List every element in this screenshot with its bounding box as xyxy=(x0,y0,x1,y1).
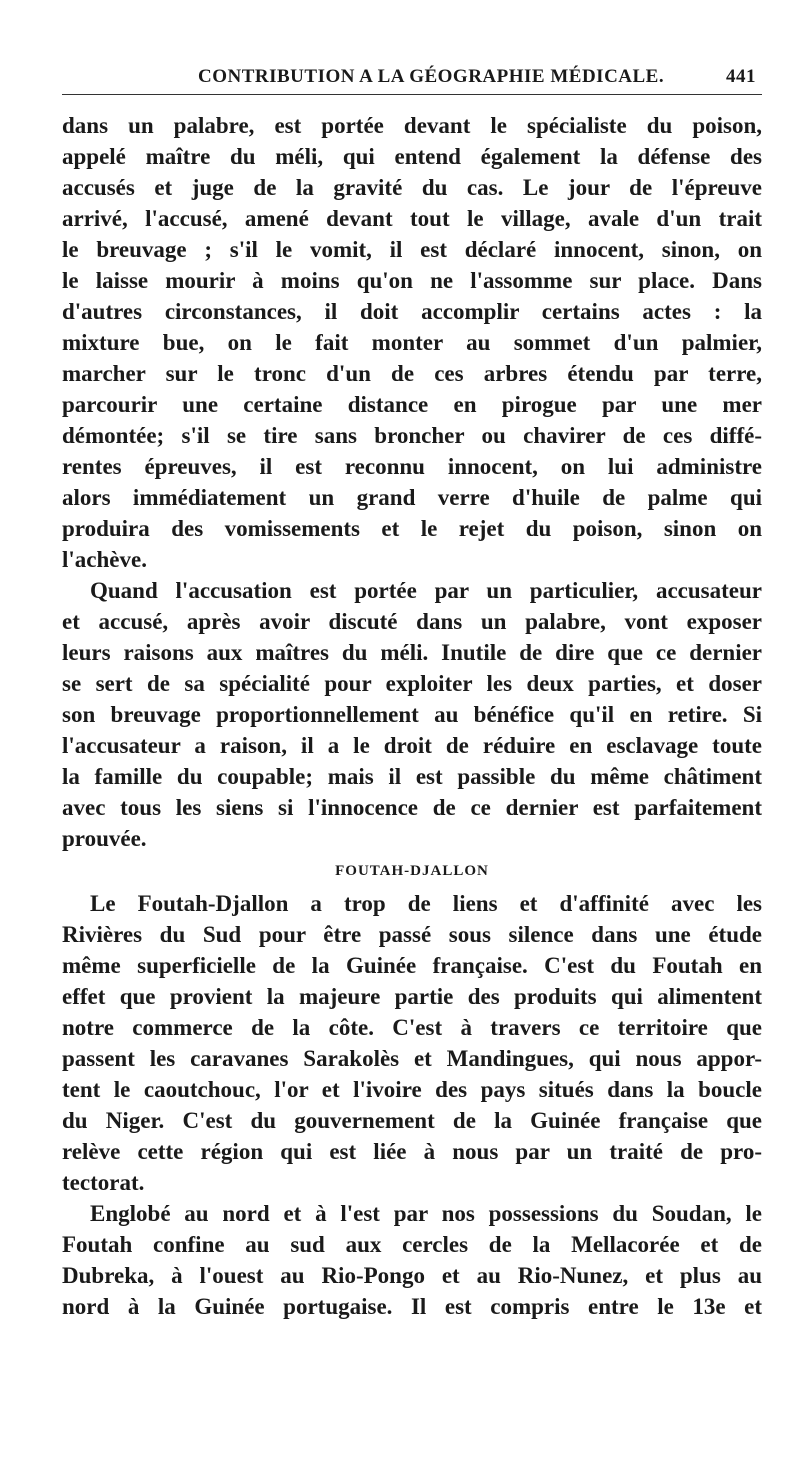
text-line: passent les caravanes Sarakolès et Mandingues, qui nous appor- xyxy=(62,1046,762,1071)
text-line: son breuvage proportionnellement au bénéfice qu'il en retire. Si xyxy=(62,702,762,727)
text-line: Dubreka, à l'ouest au Rio-Pongo et au Rio-Nunez, et plus au xyxy=(62,1263,762,1288)
text-line: mixture bue, on le fait monter au sommet d'un palmier, xyxy=(62,330,762,355)
text-line: accusés et juge de la gravité du cas. Le jour de l'épreuve xyxy=(62,175,762,200)
text-line: nord à la Guinée portugaise. Il est compris entre le 13e et xyxy=(62,1294,762,1319)
text-line: dans un palabre, est portée devant le spécialiste du poison, xyxy=(62,113,762,138)
page-number: 441 xyxy=(726,66,756,87)
text-line: avec tous les siens si l'innocence de ce dernier est parfaitement xyxy=(62,795,762,820)
running-title: CONTRIBUTION A LA GÉOGRAPHIE MÉDICALE. xyxy=(198,66,665,87)
text-line: démontée; s'il se tire sans broncher ou chavirer de ces diffé- xyxy=(62,423,762,448)
text-line: notre commerce de la côte. C'est à travers ce territoire que xyxy=(62,1015,762,1040)
text-line: alors immédiatement un grand verre d'huile de palme qui xyxy=(62,485,762,510)
book-page xyxy=(62,60,762,1322)
body-text xyxy=(62,110,762,1322)
section-heading: FOUTAH-DJALLON xyxy=(335,863,489,879)
text-line: marcher sur le tronc d'un de ces arbres étendu par terre, xyxy=(62,361,762,386)
text-line: effet que provient la majeure partie des produits qui alimentent xyxy=(62,984,762,1009)
text-line: arrivé, l'accusé, amené devant tout le village, avale d'un trait xyxy=(62,206,762,231)
text-line: Rivières du Sud pour être passé sous silence dans une étude xyxy=(62,922,762,947)
text-line: se sert de sa spécialité pour exploiter les deux parties, et doser xyxy=(62,671,762,696)
text-line: prouvée. xyxy=(62,826,147,851)
text-line: leurs raisons aux maîtres du méli. Inutile de dire que ce dernier xyxy=(62,640,762,665)
text-line: rentes épreuves, il est reconnu innocent, on lui administre xyxy=(62,454,762,479)
text-line: Quand l'accusation est portée par un particulier, accusateur xyxy=(90,578,762,603)
text-line: Englobé au nord et à l'est par nos possessions du Soudan, le xyxy=(90,1201,762,1226)
text-line: même superficielle de la Guinée française. C'est du Foutah en xyxy=(62,953,762,978)
text-line: tent le caoutchouc, l'or et l'ivoire des pays situés dans la boucle xyxy=(62,1077,762,1102)
text-line: produira des vomissements et le rejet du poison, sinon on xyxy=(62,516,762,541)
text-line: Le Foutah-Djallon a trop de liens et d'affinité avec les xyxy=(90,891,762,916)
text-line: l'accusateur a raison, il a le droit de réduire en esclavage toute xyxy=(62,733,762,758)
header-rule xyxy=(62,94,762,95)
running-head xyxy=(62,60,762,100)
text-line: tectorat. xyxy=(62,1170,145,1195)
text-line: parcourir une certaine distance en pirogue par une mer xyxy=(62,392,762,417)
text-line: Foutah confine au sud aux cercles de la Mellacorée et de xyxy=(62,1232,762,1257)
text-line: la famille du coupable; mais il est passible du même châtiment xyxy=(62,764,762,789)
text-line: d'autres circonstances, il doit accomplir certains actes : la xyxy=(62,299,762,324)
text-line: relève cette région qui est liée à nous par un traité de pro- xyxy=(62,1139,762,1164)
text-line: appelé maître du méli, qui entend également la défense des xyxy=(62,144,762,169)
text-line: l'achève. xyxy=(62,547,147,572)
text-line: et accusé, après avoir discuté dans un palabre, vont exposer xyxy=(62,609,762,634)
text-line: le breuvage ; s'il le vomit, il est déclaré innocent, sinon, on xyxy=(62,237,762,262)
text-line: du Niger. C'est du gouvernement de la Guinée française que xyxy=(62,1108,762,1133)
text-line: le laisse mourir à moins qu'on ne l'assomme sur place. Dans xyxy=(62,268,762,293)
